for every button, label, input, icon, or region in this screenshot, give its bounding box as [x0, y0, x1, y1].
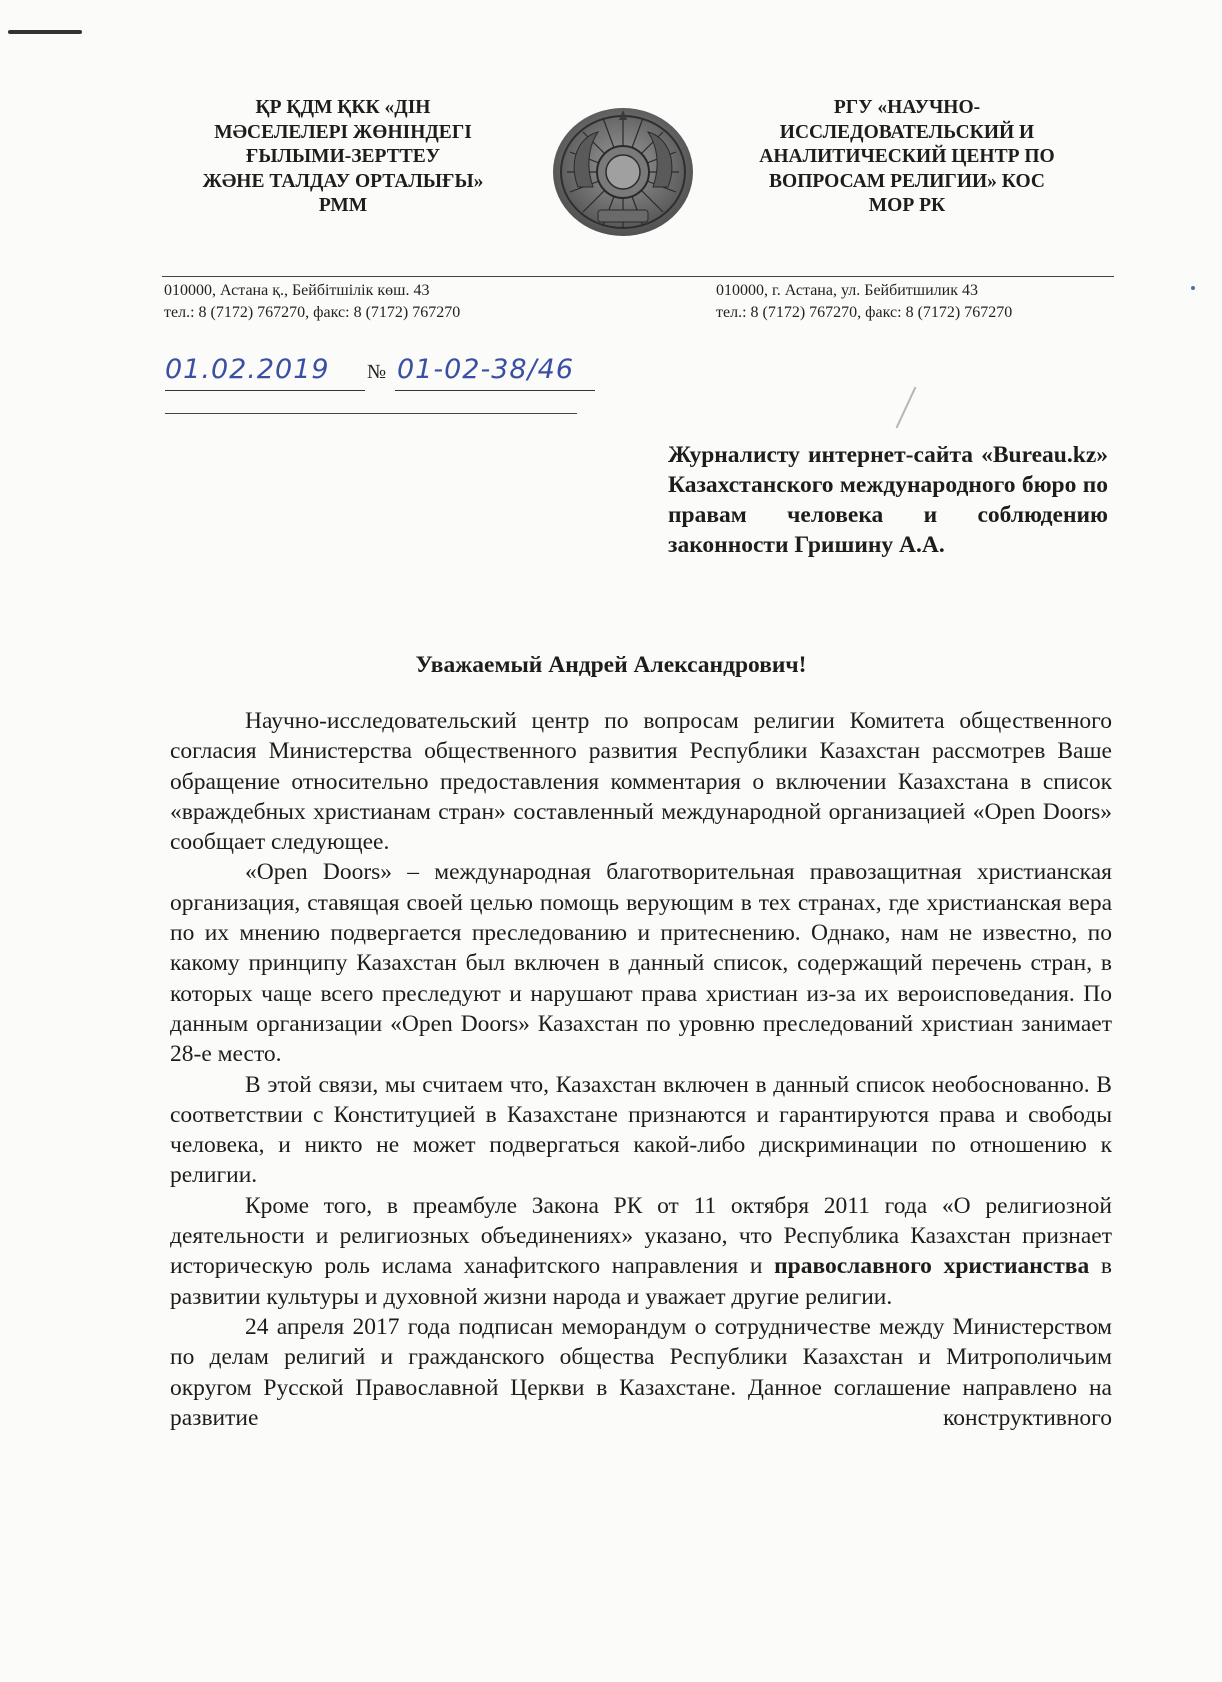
org-name-kazakh: ҚР ҚДМ ҚКК «ДІН МӘСЕЛЕЛЕРІ ЖӨНІНДЕГІ ҒЫЛЫМИ-ЗЕРТТЕУ ЖӘНЕ ТАЛДАУ ОРТАЛЫҒЫ» РММ: [202, 97, 484, 216]
org-name-russian: РГУ «НАУЧНО- ИССЛЕДОВАТЕЛЬСКИЙ И АНАЛИТИЧЕСКИЙ ЦЕНТР ПО ВОПРОСАМ РЕЛИГИИ» КОС МОР РК: [759, 97, 1055, 216]
header-divider: [162, 276, 1114, 277]
scan-artifact: [8, 30, 82, 34]
address-russian: 010000, г. Астана, ул. Бейбитшилик 43: [716, 282, 978, 299]
addressee-block: Журналисту интернет-сайта «Bureau.kz» Казахстанского международного бюро по правам человека и соблюдению законности Гришину А.А.: [668, 442, 1108, 558]
paragraph-4: Кроме того, в преамбуле Закона РК от 11 октября 2011 года «О религиозной деятельности и религиозных объединениях» указано, что Республика Казахстан признает историческую роль ислама ханафитского направления и православного христианства в развитии культуры и духовной жизни народа и уважает другие религии.: [170, 1192, 1112, 1310]
paragraph-2: «Open Doors» – международная благотворительная правозащитная христианская организация, ставящая своей целью помощь верующим в тех странах, где христианская вера по их мнению подвергается преследованию и притеснению. Однако, нам не известно, по какому принципу Казахстан был включен в данный список, содержащий перечень стран, в которых чаще всего преследуют и нарушают права христиан из-за их вероисповедания. По данным организации «Open Doors» Казахстан по уровню преследований христиан занимает 28-е место.: [170, 859, 1112, 1068]
scan-artifact-dot: [1191, 286, 1195, 290]
registration-number: 01-02-38/46: [397, 354, 575, 385]
address-block-kazakh: [164, 280, 584, 324]
phone-russian: тел.: 8 (7172) 767270, факс: 8 (7172) 767270: [716, 304, 1013, 321]
number-underline: [395, 390, 595, 391]
registration-date: 01.02.2019: [165, 354, 330, 385]
registration-divider: [165, 413, 577, 414]
salutation: Уважаемый Андрей Александрович!: [415, 652, 807, 678]
registration-line: [165, 354, 585, 394]
date-underline: [165, 390, 365, 391]
address-kazakh: 010000, Астана қ., Бейбітшілік көш. 43: [164, 282, 430, 299]
scan-artifact-stroke: [896, 387, 917, 429]
state-emblem-icon: [548, 102, 698, 240]
paragraph-5: 24 апреля 2017 года подписан меморандум о сотрудничестве между Министерством по делам религий и гражданского общества Республики Казахстан и Митрополичьим округом Русской Православной Церкви в Казахстане. Данное соглашение направлено на развитие конструктивного: [170, 1313, 1112, 1431]
phone-kazakh: тел.: 8 (7172) 767270, факс: 8 (7172) 767270: [164, 304, 461, 321]
paragraph-1: Научно-исследовательский центр по вопросам религии Комитета общественного согласия Министерства общественного развития Республики Казахстан рассмотрев Ваше обращение относительно предоставления комментария о включении Казахстана в список «враждебных христианам стран» составленный международной организацией «Open Doors» сообщает следующее.: [170, 708, 1112, 856]
bold-phrase: православного христианства: [774, 1253, 1090, 1280]
number-sign: №: [367, 361, 387, 383]
letter-body: [170, 706, 1112, 1433]
address-block-russian: [716, 280, 1136, 324]
paragraph-3: В этой связи, мы считаем что, Казахстан включен в данный список необоснованно. В соответствии с Конституцией в Казахстане признаются и гарантируются права и свободы человека, и никто не может подвергаться какой-либо дискриминации по отношению к религии.: [170, 1071, 1112, 1189]
